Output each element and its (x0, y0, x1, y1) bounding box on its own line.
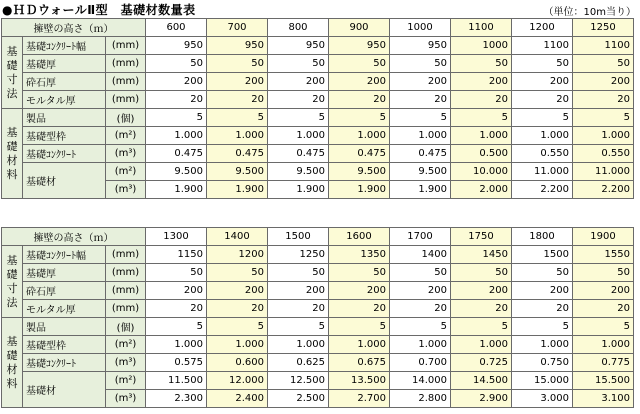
value-cell: 20 (268, 91, 329, 109)
table-row (2, 37, 634, 55)
table-row (2, 163, 634, 181)
value-cell: 2.300 (146, 390, 207, 408)
value-cell: 50 (451, 55, 512, 73)
value-cell: 1400 (390, 246, 451, 264)
row-label: 基礎材 (23, 163, 106, 199)
value-cell: 1.000 (329, 336, 390, 354)
value-cell: 2.000 (451, 181, 512, 199)
value-cell: 1.000 (573, 127, 634, 145)
value-cell: 2.900 (451, 390, 512, 408)
value-cell: 50 (146, 264, 207, 282)
value-cell: 0.550 (573, 145, 634, 163)
value-cell: 20 (329, 91, 390, 109)
value-cell: 50 (573, 55, 634, 73)
value-cell: 200 (329, 73, 390, 91)
section-label-char: 礎 (6, 348, 18, 362)
value-cell: 200 (573, 282, 634, 300)
value-cell: 20 (451, 300, 512, 318)
value-cell: 2.200 (573, 181, 634, 199)
value-cell: 5 (268, 318, 329, 336)
value-cell: 1.000 (573, 336, 634, 354)
value-cell: 50 (573, 264, 634, 282)
value-cell: 1.900 (207, 181, 268, 199)
height-value: 1600 (329, 228, 390, 246)
quantity-table-1 (1, 18, 634, 199)
value-cell: 200 (329, 282, 390, 300)
row-unit: (m²) (106, 163, 146, 181)
value-cell: 3.000 (512, 390, 573, 408)
value-cell: 200 (390, 73, 451, 91)
value-cell: 20 (573, 91, 634, 109)
value-cell: 20 (451, 91, 512, 109)
row-label: 基礎ｺﾝｸﾘｰﾄ幅 (23, 37, 106, 55)
value-cell: 0.750 (512, 354, 573, 372)
height-value: 800 (268, 19, 329, 37)
value-cell: 950 (268, 37, 329, 55)
value-cell: 2.700 (329, 390, 390, 408)
height-header-row (2, 19, 634, 37)
value-cell: 9.500 (268, 163, 329, 181)
row-label: モルタル厚 (23, 91, 106, 109)
value-cell: 20 (390, 300, 451, 318)
value-cell: 5 (451, 318, 512, 336)
value-cell: 5 (512, 318, 573, 336)
value-cell: 0.700 (390, 354, 451, 372)
value-cell: 0.500 (451, 145, 512, 163)
value-cell: 1.000 (512, 127, 573, 145)
value-cell: 1.000 (512, 336, 573, 354)
row-unit: (mm) (106, 55, 146, 73)
value-cell: 9.500 (390, 163, 451, 181)
row-label: 基礎型枠 (23, 127, 106, 145)
row-unit: (m³) (106, 145, 146, 163)
row-unit: (mm) (106, 300, 146, 318)
value-cell: 1.000 (451, 336, 512, 354)
value-cell: 200 (146, 73, 207, 91)
row-label: 基礎型枠 (23, 336, 106, 354)
table-row (2, 300, 634, 318)
value-cell: 1.000 (390, 127, 451, 145)
row-unit: (個) (106, 318, 146, 336)
row-label: 基礎厚 (23, 55, 106, 73)
unit-note: （単位：10m当り） (543, 7, 636, 18)
value-cell: 15.000 (512, 372, 573, 390)
value-cell: 200 (451, 73, 512, 91)
value-cell: 50 (268, 55, 329, 73)
value-cell: 1550 (573, 246, 634, 264)
value-cell: 12.000 (207, 372, 268, 390)
value-cell: 50 (207, 264, 268, 282)
value-cell: 0.475 (146, 145, 207, 163)
value-cell: 2.200 (512, 181, 573, 199)
value-cell: 20 (207, 91, 268, 109)
height-value: 1000 (390, 19, 451, 37)
value-cell: 1.900 (390, 181, 451, 199)
row-label: 基礎ｺﾝｸﾘｰﾄ (23, 354, 106, 372)
row-unit: (m³) (106, 354, 146, 372)
value-cell: 5 (268, 109, 329, 127)
row-label: 製品 (23, 109, 106, 127)
row-unit: (mm) (106, 282, 146, 300)
value-cell: 14.000 (390, 372, 451, 390)
section-label-char: 法 (6, 295, 18, 309)
value-cell: 50 (390, 55, 451, 73)
value-cell: 50 (451, 264, 512, 282)
value-cell: 10.000 (451, 163, 512, 181)
value-cell: 1500 (512, 246, 573, 264)
value-cell: 950 (207, 37, 268, 55)
height-value: 1500 (268, 228, 329, 246)
height-value: 700 (207, 19, 268, 37)
value-cell: 2.400 (207, 390, 268, 408)
row-unit: (m³) (106, 390, 146, 408)
row-unit: (mm) (106, 246, 146, 264)
value-cell: 1.000 (268, 336, 329, 354)
value-cell: 50 (390, 264, 451, 282)
value-cell: 9.500 (329, 163, 390, 181)
value-cell: 20 (329, 300, 390, 318)
table-row (2, 318, 634, 336)
value-cell: 2.500 (268, 390, 329, 408)
value-cell: 5 (451, 109, 512, 127)
quantity-table-2 (1, 227, 634, 408)
value-cell: 50 (512, 264, 573, 282)
height-value: 600 (146, 19, 207, 37)
table-row (2, 336, 634, 354)
value-cell: 5 (390, 109, 451, 127)
row-label: 基礎ｺﾝｸﾘｰﾄ (23, 145, 106, 163)
value-cell: 1.000 (329, 127, 390, 145)
value-cell: 11.000 (512, 163, 573, 181)
value-cell: 1.000 (451, 127, 512, 145)
row-label: 砕石厚 (23, 73, 106, 91)
section-label-char: 基 (6, 125, 18, 139)
section-label-zairyo (2, 109, 23, 199)
row-unit: (m²) (106, 127, 146, 145)
value-cell: 1200 (207, 246, 268, 264)
row-unit: (mm) (106, 264, 146, 282)
value-cell: 200 (268, 73, 329, 91)
section-label-sunpo (2, 37, 23, 109)
table-row (2, 372, 634, 390)
value-cell: 5 (146, 109, 207, 127)
value-cell: 1150 (146, 246, 207, 264)
row-label: モルタル厚 (23, 300, 106, 318)
value-cell: 0.550 (512, 145, 573, 163)
value-cell: 12.500 (268, 372, 329, 390)
value-cell: 1450 (451, 246, 512, 264)
value-cell: 200 (390, 282, 451, 300)
value-cell: 950 (146, 37, 207, 55)
value-cell: 200 (207, 282, 268, 300)
value-cell: 0.625 (268, 354, 329, 372)
value-cell: 1.000 (268, 127, 329, 145)
value-cell: 20 (268, 300, 329, 318)
value-cell: 1.900 (146, 181, 207, 199)
page-title: ●ＨＤウォールⅡ型 基礎材数量表 (2, 3, 196, 17)
value-cell: 950 (390, 37, 451, 55)
value-cell: 9.500 (146, 163, 207, 181)
section-label-char: 基 (6, 253, 18, 267)
value-cell: 2.800 (390, 390, 451, 408)
value-cell: 0.775 (573, 354, 634, 372)
value-cell: 50 (329, 264, 390, 282)
value-cell: 1000 (451, 37, 512, 55)
height-header-label: 擁壁の高さ（ｍ） (2, 19, 146, 37)
value-cell: 200 (512, 73, 573, 91)
height-value: 1250 (573, 19, 634, 37)
value-cell: 1350 (329, 246, 390, 264)
value-cell: 5 (329, 109, 390, 127)
height-value: 1100 (451, 19, 512, 37)
value-cell: 0.575 (146, 354, 207, 372)
table-row (2, 246, 634, 264)
height-value: 1700 (390, 228, 451, 246)
table-row (2, 127, 634, 145)
table-row (2, 91, 634, 109)
value-cell: 5 (329, 318, 390, 336)
height-value: 1750 (451, 228, 512, 246)
value-cell: 11.500 (146, 372, 207, 390)
value-cell: 200 (207, 73, 268, 91)
value-cell: 1.000 (207, 127, 268, 145)
value-cell: 50 (207, 55, 268, 73)
value-cell: 200 (451, 282, 512, 300)
height-value: 900 (329, 19, 390, 37)
value-cell: 0.675 (329, 354, 390, 372)
value-cell: 200 (146, 282, 207, 300)
row-unit: (mm) (106, 37, 146, 55)
section-label-char: 料 (6, 167, 18, 181)
height-header-row (2, 228, 634, 246)
row-unit: (個) (106, 109, 146, 127)
section-label-char: 礎 (6, 139, 18, 153)
value-cell: 20 (390, 91, 451, 109)
value-cell: 15.500 (573, 372, 634, 390)
value-cell: 14.500 (451, 372, 512, 390)
table-row (2, 264, 634, 282)
height-value: 1900 (573, 228, 634, 246)
row-label: 基礎厚 (23, 264, 106, 282)
value-cell: 200 (268, 282, 329, 300)
section-label-zairyo (2, 318, 23, 408)
row-label: 基礎ｺﾝｸﾘｰﾄ幅 (23, 246, 106, 264)
table-row (2, 282, 634, 300)
table-row (2, 109, 634, 127)
value-cell: 50 (268, 264, 329, 282)
row-label: 基礎材 (23, 372, 106, 408)
section-label-char: 材 (6, 153, 18, 167)
value-cell: 20 (512, 300, 573, 318)
section-label-char: 材 (6, 362, 18, 376)
section-label-char: 礎 (6, 58, 18, 72)
value-cell: 50 (146, 55, 207, 73)
value-cell: 0.475 (390, 145, 451, 163)
value-cell: 20 (207, 300, 268, 318)
value-cell: 1.000 (390, 336, 451, 354)
value-cell: 11.000 (573, 163, 634, 181)
value-cell: 20 (512, 91, 573, 109)
section-label-char: 寸 (6, 72, 18, 86)
value-cell: 950 (329, 37, 390, 55)
row-unit: (m³) (106, 181, 146, 199)
row-label: 砕石厚 (23, 282, 106, 300)
value-cell: 1.000 (146, 336, 207, 354)
table-row (2, 145, 634, 163)
value-cell: 20 (573, 300, 634, 318)
value-cell: 3.100 (573, 390, 634, 408)
value-cell: 9.500 (207, 163, 268, 181)
section-label-char: 寸 (6, 281, 18, 295)
value-cell: 5 (512, 109, 573, 127)
value-cell: 0.475 (329, 145, 390, 163)
table-row (2, 55, 634, 73)
value-cell: 1.900 (329, 181, 390, 199)
value-cell: 0.725 (451, 354, 512, 372)
table-row (2, 73, 634, 91)
page-header (0, 0, 640, 18)
table-row (2, 354, 634, 372)
value-cell: 5 (146, 318, 207, 336)
value-cell: 20 (146, 91, 207, 109)
height-value: 1200 (512, 19, 573, 37)
value-cell: 50 (329, 55, 390, 73)
value-cell: 13.500 (329, 372, 390, 390)
value-cell: 1.900 (268, 181, 329, 199)
value-cell: 20 (146, 300, 207, 318)
value-cell: 1100 (512, 37, 573, 55)
section-label-sunpo (2, 246, 23, 318)
height-value: 1300 (146, 228, 207, 246)
value-cell: 1100 (573, 37, 634, 55)
height-value: 1400 (207, 228, 268, 246)
value-cell: 5 (390, 318, 451, 336)
value-cell: 50 (512, 55, 573, 73)
row-unit: (mm) (106, 91, 146, 109)
section-label-char: 法 (6, 86, 18, 100)
value-cell: 5 (573, 318, 634, 336)
value-cell: 1.000 (146, 127, 207, 145)
row-unit: (m²) (106, 372, 146, 390)
value-cell: 0.475 (207, 145, 268, 163)
row-label: 製品 (23, 318, 106, 336)
height-value: 1800 (512, 228, 573, 246)
row-unit: (m²) (106, 336, 146, 354)
value-cell: 200 (512, 282, 573, 300)
section-label-char: 基 (6, 44, 18, 58)
value-cell: 1250 (268, 246, 329, 264)
section-label-char: 礎 (6, 267, 18, 281)
row-unit: (mm) (106, 73, 146, 91)
section-label-char: 料 (6, 376, 18, 390)
section-label-char: 基 (6, 334, 18, 348)
value-cell: 0.475 (268, 145, 329, 163)
value-cell: 5 (207, 109, 268, 127)
height-header-label: 擁壁の高さ（ｍ） (2, 228, 146, 246)
value-cell: 1.000 (207, 336, 268, 354)
value-cell: 200 (573, 73, 634, 91)
value-cell: 5 (207, 318, 268, 336)
value-cell: 5 (573, 109, 634, 127)
value-cell: 0.600 (207, 354, 268, 372)
